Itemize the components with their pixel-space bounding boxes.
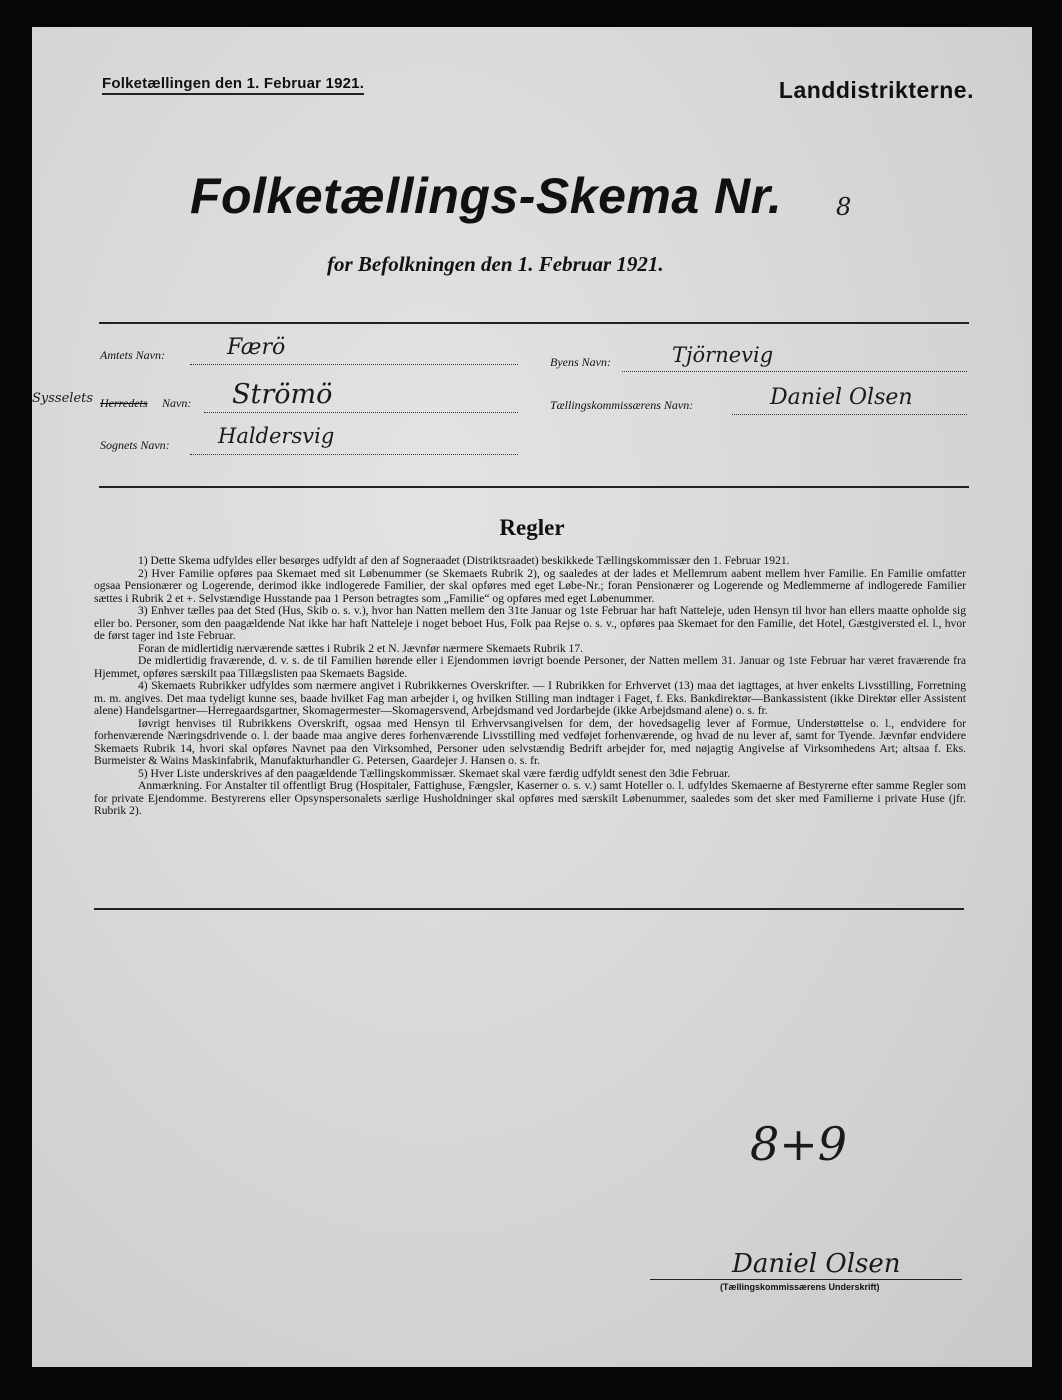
herred-label-struck: Herredets	[100, 396, 148, 410]
kommissaer-line	[732, 414, 967, 415]
rule-paragraph: Iøvrigt henvises til Rubrikkens Overskrift, ogsaa med Hensyn til Erhvervsangivelsen for dem, der hovedsagelig lever af Formue, Understøttelse o. l., endvidere for forhenværende Næringsdrivende o. l. der baade maa angive deres forhenværende Livsstilling med vedføjet forhenværende, og hvad de nu lever af, samt for Tyende. Jævnfør endvidere Skemaets Rubrik 14, hvori skal opføres Navnet paa den Virksomhed, Personer uden selvstændig Bedrift arbejder for, med nøjagtig Angivelse af Virksomhedens Art; altsaa f. Eks. Burmeister & Wains Maskinfabrik, Manufakturhandler G. Petersen, Gaardejer J. Hansen o. s. fr.	[94, 716, 966, 767]
form-number: 8	[836, 193, 852, 221]
herred-label: Navn:	[162, 396, 192, 410]
census-form-sheet	[32, 27, 1032, 1367]
form-subtitle: for Befolkningen den 1. Februar 1921.	[327, 252, 664, 276]
signature-line	[650, 1279, 962, 1280]
sogn-label: Sognets Navn:	[100, 438, 170, 452]
rule-paragraph: 2) Hver Familie opføres paa Skemaet med sit Løbenummer (se Skemaets Rubrik 2), og saaledes at der lades et Mellemrum aabent mellem hver Familie. En Familie omfatter ogsaa Pensionærer og Logerende, derimod ikke indlogerede Familier, der skal opføres med eget Løbe-Nr.; foran Pensionærer og Logerende og Medlemmerne af indlogerede Familier sættes i Rubrik 2 et +. Selvstændige Husstande paa 1 Person betragtes som „Familie“ og opføres med eget Løbenummer.	[94, 566, 966, 605]
by-line	[622, 371, 967, 372]
rule-paragraph: Anmærkning. For Anstalter til offentligt Brug (Hospitaler, Fattighuse, Fængsler, Kaserner o. s. v.) samt Hoteller o. l. udfyldes Skemaerne af Bestyrerne efter samme Regler som for private Ejendomme. Bestyrerens eller Opsynspersonalets særlige Husholdninger skal opføres med særskilt Løbenummer, saaledes som det sker med Familierne i private Huse (jfr. Rubrik 2).	[94, 779, 966, 817]
commissioner-signature: Daniel Olsen	[732, 1249, 901, 1279]
kommissaer-label: Tællingskommissærens Navn:	[550, 398, 694, 412]
rules-text	[94, 555, 966, 818]
rule-paragraph: 5) Hver Liste underskrives af den paagældende Tællingskommissær. Skemaet skal være færdig udfyldt senest den 3die Februar.	[138, 766, 731, 780]
district-type-header: Landdistrikterne.	[778, 77, 974, 103]
census-date-header: Folketællingen den 1. Februar 1921.	[102, 75, 364, 95]
herred-line	[204, 412, 518, 413]
signature-caption: (Tællingskommissærens Underskrift)	[720, 1282, 880, 1292]
rule-paragraph: 4) Skemaets Rubrikker udfyldes som nærmere angivet i Rubrikkernes Overskrifter. — I Rubrikken for Erhvervet (13) maa det iagttages, at hver enkelts Livsstilling, Forretning m. m. angives. Det maa tydeligt kunne ses, baade hvilket Fag man arbejder i, og hvilken Stilling man indtager i Faget, f. Eks. Bankdirektør—Bankassistent (ikke Direktør eller Assistent alene) Handelsgartner—Herregaardsgartner, Skomagermester—Skomagersvend, Arbejdsmand ved Jordarbejde (ikke Arbejdsmand alene) o. s. fr.	[94, 679, 966, 717]
rule-paragraph: 1) Dette Skema udfyldes eller besørges udfyldt af den af Sogneraadet (Distriktsraadet) beskikkede Tællingskommissær den 1. Februar 1921.	[138, 554, 790, 567]
amt-label: Amtets Navn:	[100, 348, 165, 362]
mid-divider	[99, 486, 969, 488]
sogn-value: Haldersvig	[218, 424, 335, 448]
by-label: Byens Navn:	[550, 355, 611, 369]
top-divider	[99, 322, 969, 324]
kommissaer-value: Daniel Olsen	[770, 385, 913, 410]
form-title: Folketællings-Skema Nr.	[190, 168, 783, 224]
rules-heading: Regler	[499, 515, 565, 540]
bottom-divider	[94, 908, 964, 910]
rule-paragraph: Foran de midlertidig nærværende sættes i Rubrik 2 et N. Jævnfør nærmere Skemaets Rubrik 17.	[138, 641, 584, 655]
herred-prefix: Sysselets	[32, 391, 94, 406]
rule-paragraph: 3) Enhver tælles paa det Sted (Hus, Skib o. s. v.), hvor han Natten mellem den 31te Januar og 1ste Februar har haft Natteleje, uden Hensyn til hvor han ellers maatte opholde sig eller bo. Personer, som den paagældende Nat ikke har haft Natteleje i noget beboet Hus, Folk paa Rejse o. s. v., opføres paa Skemaet for den Familie, det Hotel, Gæstgiversted el. l., hvor de først tager ind 1ste Februar.	[94, 604, 966, 642]
by-value: Tjörnevig	[672, 343, 774, 367]
handwritten-total: 8+9	[750, 1117, 848, 1171]
herred-value: Strömö	[232, 379, 333, 410]
rule-paragraph: De midlertidig fraværende, d. v. s. de til Familien hørende eller i Ejendommen iøvrigt boende Personer, der Natten mellem 31. Januar og 1ste Februar har været fraværende fra Hjemmet, opføres særskilt paa Tillægslisten paa Skemaets Bagside.	[94, 654, 966, 680]
sogn-line	[190, 454, 518, 455]
amt-value: Færö	[227, 335, 286, 360]
amt-line	[190, 364, 518, 365]
